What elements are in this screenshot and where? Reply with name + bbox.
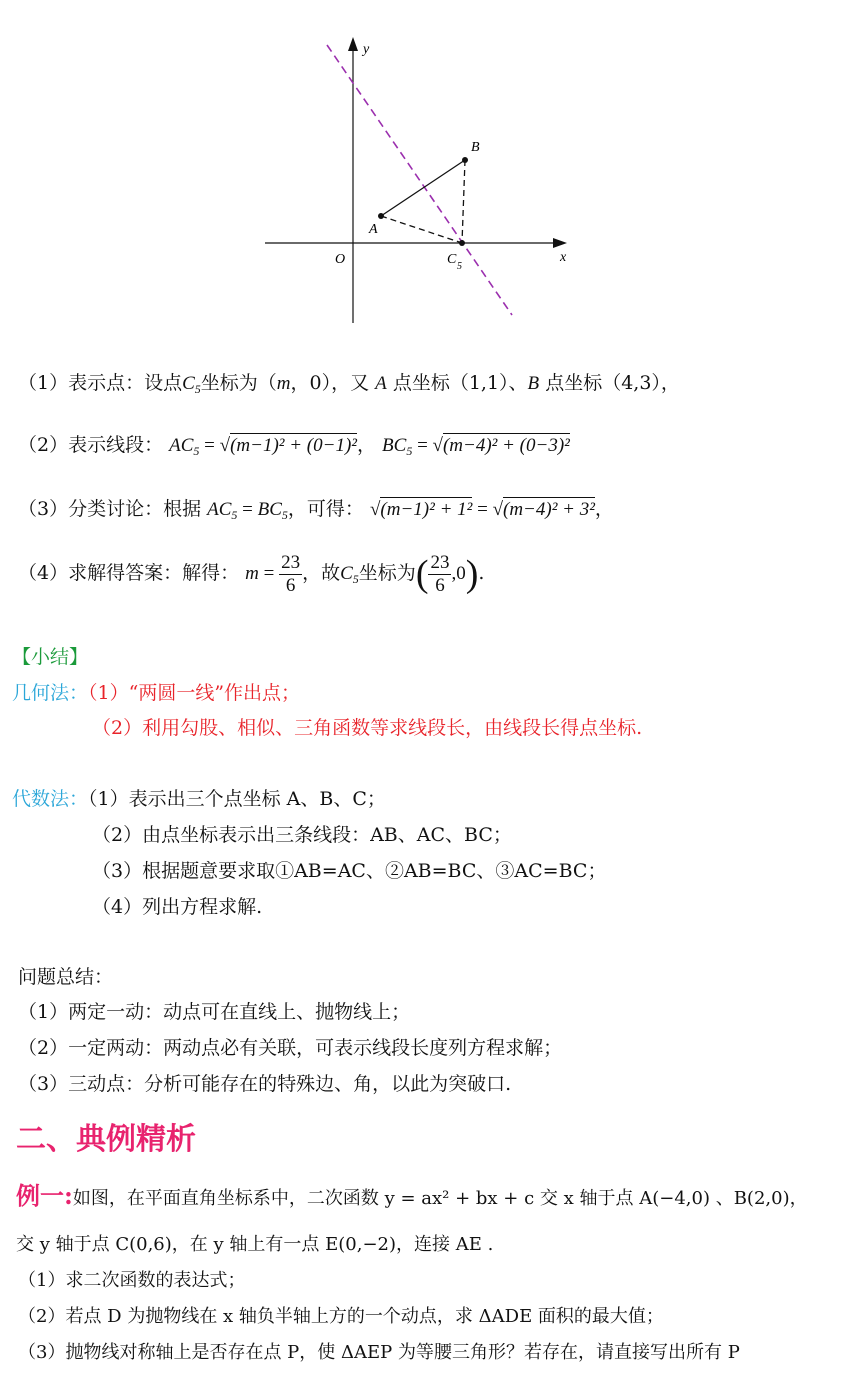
summary-title: 【小结】 <box>12 646 89 668</box>
algebra-item-2: （2）由点坐标表示出三条线段：AB、AC、BC； <box>92 824 512 846</box>
geometry-label: 几何法： <box>12 682 89 704</box>
step-4-text: 坐标为 <box>358 562 416 584</box>
radicand-left: (m−1)² + 1² <box>380 499 473 520</box>
x-axis-arrow <box>553 238 567 248</box>
step-3 <box>18 496 614 528</box>
point-c-subscript: 5 <box>457 261 462 272</box>
y-axis-arrow <box>348 37 358 51</box>
y-axis-label: y <box>363 42 370 57</box>
equals-sign: = <box>237 499 258 520</box>
numerator: 23 <box>430 551 450 573</box>
algebra-item-4: （4）列出方程求解. <box>92 896 263 918</box>
formula-bc: BC <box>257 499 282 520</box>
x-axis-label: x <box>560 250 567 265</box>
algebra-method-1 <box>12 786 386 812</box>
step-2-prefix: （2）表示线段： <box>18 434 164 456</box>
point-b-label: B <box>471 140 480 155</box>
radicand-right: (m−4)² + 3² <box>503 499 595 520</box>
var-m: m <box>245 563 259 584</box>
equals-sign: = <box>199 435 220 456</box>
radicand-bc: (m−4)² + (0−3)² <box>442 435 570 456</box>
step-3-prefix: （3）分类讨论：根据 <box>18 498 202 520</box>
point-c-label: C <box>447 252 457 267</box>
formula-ac: AC <box>207 499 232 520</box>
step-3-text: ， <box>594 498 614 520</box>
var-c: C <box>340 563 353 584</box>
formula-sub: 5 <box>231 508 238 522</box>
fraction-m <box>279 552 302 597</box>
radicand-ac: (m−1)² + (0−1)² <box>230 435 357 456</box>
var-a: A <box>375 373 387 394</box>
sqrt-right: √(m−4)² + 3² <box>492 499 595 520</box>
step-1-text: 点坐标（1,1）、 <box>392 372 528 394</box>
var-b: B <box>527 373 540 394</box>
question-2: （2）若点 D 为抛物线在 x 轴负半轴上方的一个动点，求 ΔADE 面积的最大值； <box>18 1306 664 1327</box>
segment-ac <box>381 216 462 243</box>
step-1 <box>18 370 680 402</box>
fraction-coord <box>428 552 451 597</box>
step-4-prefix: （4）求解得答案：解得： <box>18 562 240 584</box>
step-3-text: ，可得： <box>287 498 364 520</box>
section-heading: 二、典例精析 <box>16 1122 196 1157</box>
issue-1: （1）两定一动：动点可在直线上、抛物线上； <box>18 1001 411 1023</box>
formula-sub: 5 <box>406 444 413 458</box>
sqrt-left: √(m−1)² + 1² <box>369 499 473 520</box>
geometry-item-2: （2）利用勾股、相似、三角函数等求线段长，由线段长得点坐标. <box>92 717 643 739</box>
geometry-method-1 <box>12 680 300 706</box>
step-1-prefix: （1）表示点：设点 <box>18 372 183 394</box>
coordinate-figure <box>255 35 585 330</box>
example-text-1: 如图，在平面直角坐标系中，二次函数 y = ax² + bx + c 交 x 轴于点 A(−4,0) 、B(2,0)， <box>72 1188 808 1209</box>
var-c-sub: 5 <box>194 382 201 396</box>
segment-bc <box>462 160 465 243</box>
denominator: 6 <box>435 574 445 596</box>
example-paragraph-2: 交 y 轴于点 C(0,6)，在 y 轴上有一点 E(0,−2)，连接 AE . <box>16 1234 494 1255</box>
algebra-label: 代数法： <box>12 788 89 810</box>
step-4-end: . <box>478 562 485 584</box>
separator: ， <box>356 434 376 456</box>
question-3: （3）抛物线对称轴上是否存在点 P，使 ΔAEP 为等腰三角形？若存在，请直接写出所有 P <box>18 1342 740 1363</box>
example-label: 例一: <box>16 1181 73 1210</box>
var-c-sub: 5 <box>352 572 359 586</box>
formula-ac: AC <box>169 435 194 456</box>
algebra-item-1: （1）表示出三个点坐标 A、B、C； <box>88 788 386 810</box>
var-c: C <box>182 373 195 394</box>
coord-tail: ,0 <box>451 563 466 584</box>
equals-sign: = <box>412 435 433 456</box>
sqrt-ac: √(m−1)² + (0−1)² <box>219 435 357 456</box>
equals-sign: = <box>258 563 280 584</box>
step-1-text: ，0），又 <box>290 372 370 394</box>
formula-bc: BC <box>382 435 407 456</box>
perpendicular-bisector <box>327 45 512 315</box>
point-a-dot <box>378 213 384 219</box>
origin-label: O <box>335 252 346 267</box>
point-c-dot <box>459 240 465 246</box>
sqrt-bc: √(m−4)² + (0−3)² <box>432 435 570 456</box>
question-1: （1）求二次函数的表达式； <box>18 1270 246 1291</box>
segment-ab <box>381 160 465 216</box>
issue-3: （3）三动点：分析可能存在的特殊边、角，以此为突破口. <box>18 1073 512 1095</box>
formula-sub: 5 <box>281 508 288 522</box>
example-paragraph-1 <box>16 1183 808 1212</box>
var-m: m <box>276 373 291 394</box>
numerator: 23 <box>281 551 301 573</box>
equals-sign: = <box>472 499 493 520</box>
formula-sub: 5 <box>193 444 200 458</box>
denominator: 6 <box>285 574 296 596</box>
issue-2: （2）一定两动：两动点必有关联，可表示线段长度列方程求解； <box>18 1037 563 1059</box>
point-b-dot <box>462 157 468 163</box>
step-1-text: 点坐标（4,3）， <box>545 372 680 394</box>
point-a-label: A <box>369 222 378 237</box>
step-1-text: 坐标为（ <box>200 372 277 394</box>
issues-title: 问题总结： <box>18 966 114 988</box>
step-4: （4）求解得答案：解得： m = $\frac{23}{6}$ ，故$C_5$坐标为( $\frac{23}{6}$ ,0). <box>18 551 485 596</box>
algebra-item-3: （3）根据题意要求取①AB=AC、②AB=BC、③AC=BC； <box>92 860 607 882</box>
step-4-text: ，故 <box>302 562 341 584</box>
geometry-item-1: （1）“两圆一线”作出点； <box>88 682 301 704</box>
step-2 <box>18 432 570 464</box>
